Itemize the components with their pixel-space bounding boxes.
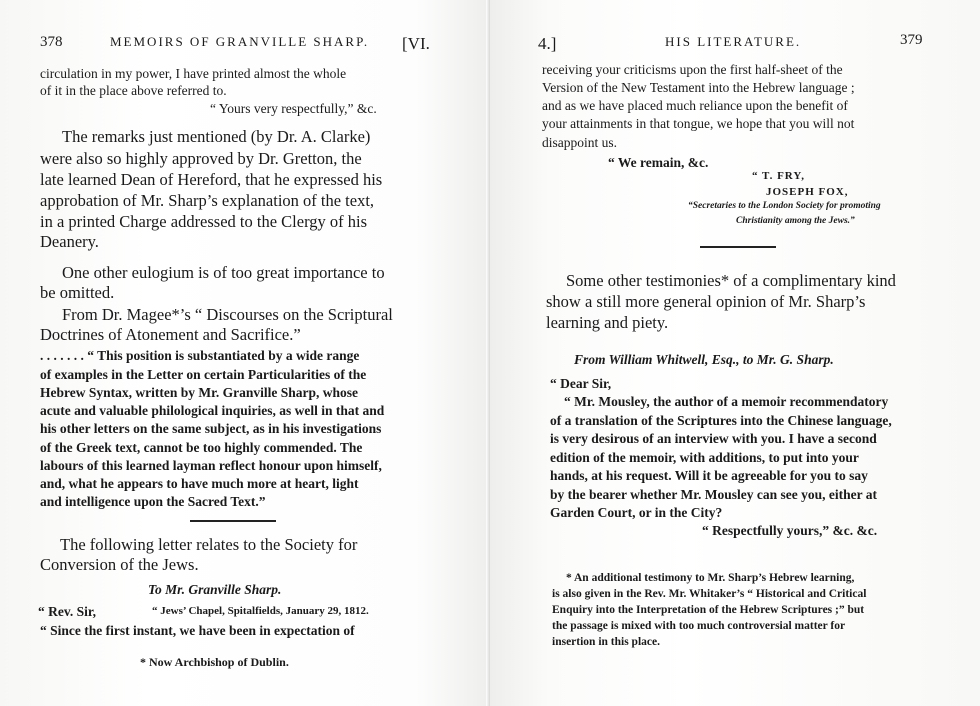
text-line: Version of the New Testament into the Hebrew language ; xyxy=(542,80,855,95)
letter-dateline: “ Jews’ Chapel, Spitalfields, January 29, 1812. xyxy=(152,605,369,617)
text-line: From Dr. Magee*’s “ Discourses on the Scriptural xyxy=(62,305,393,324)
text-line: Deanery. xyxy=(40,232,99,251)
text-line: be omitted. xyxy=(40,283,115,302)
signature: “ T. FRY, xyxy=(752,170,806,182)
signature-title: “Secretaries to the London Society for promoting xyxy=(688,201,881,211)
footnote-line: Enquiry into the Interpretation of the Hebrew Scriptures ;” but xyxy=(552,604,865,616)
text-line: your attainments in that tongue, we hope that you will not xyxy=(542,116,855,131)
text-line: and as we have placed much reliance upon the benefit of xyxy=(542,98,848,113)
salutation: “ Rev. Sir, xyxy=(38,604,97,619)
footnote: * Now Archbishop of Dublin. xyxy=(140,655,289,669)
right-section-marker: 4.] xyxy=(538,34,557,53)
text-line: Doctrines of Atonement and Sacrifice.” xyxy=(40,325,301,344)
text-line: of it in the place above referred to. xyxy=(40,83,227,98)
text-line: disappoint us. xyxy=(542,135,618,150)
text-line: Some other testimonies* of a complimentary kind xyxy=(566,271,896,290)
left-section-marker: [VI. xyxy=(402,34,430,53)
signature: JOSEPH FOX, xyxy=(766,186,849,198)
text-line: late learned Dean of Hereford, that he expressed his xyxy=(40,170,383,189)
quote-line: his other letters on the same subject, as in his investigations xyxy=(40,421,382,436)
text-line: The remarks just mentioned (by Dr. A. Clarke) xyxy=(62,127,371,146)
text-line: show a still more general opinion of Mr. Sharp’s xyxy=(546,292,866,311)
text-line: Conversion of the Jews. xyxy=(40,555,199,574)
text-line: “ Respectfully yours,” &c. &c. xyxy=(702,523,878,538)
text-line: by the bearer whether Mr. Mousley can see you, either at xyxy=(550,487,877,502)
section-divider xyxy=(700,246,776,248)
section-divider xyxy=(190,520,276,522)
quote-line: Hebrew Syntax, written by Mr. Granville Sharp, whose xyxy=(40,385,359,400)
right-page xyxy=(490,0,980,706)
letter-heading: To Mr. Granville Sharp. xyxy=(148,582,282,597)
text-line: “ We remain, &c. xyxy=(608,155,709,170)
text-line: in a printed Charge addressed to the Clergy of his xyxy=(40,212,368,231)
text-line: “ Mr. Mousley, the author of a memoir recommendatory xyxy=(564,394,889,409)
left-page-number: 378 xyxy=(40,34,63,50)
text-line: receiving your criticisms upon the first half-sheet of the xyxy=(542,62,843,77)
left-running-title: MEMOIRS OF GRANVILLE SHARP. xyxy=(110,34,370,49)
text-line: circulation in my power, I have printed almost the whole xyxy=(40,66,347,81)
quote-line: . . . . . . . “ This position is substantiated by a wide range xyxy=(40,348,360,363)
footnote-line: is also given in the Rev. Mr. Whitaker’s “ Historical and Critical xyxy=(552,588,867,600)
footnote-line: insertion in this place. xyxy=(552,636,660,648)
text-line: approbation of Mr. Sharp’s explanation of the text, xyxy=(40,191,375,210)
letter-heading: From William Whitwell, Esq., to Mr. G. Sharp. xyxy=(574,352,834,367)
quote-line: labours of this learned layman reflect honour upon himself, xyxy=(40,458,382,473)
text-line: hands, at his request. Will it be agreeable for you to say xyxy=(550,468,868,483)
text-line: were also so highly approved by Dr. Gretton, the xyxy=(40,149,362,168)
text-line: of a translation of the Scriptures into the Chinese language, xyxy=(550,413,892,428)
quote-line: of the Greek text, cannot be too highly commended. The xyxy=(40,440,363,455)
text-line: edition of the memoir, with additions, to put into your xyxy=(550,450,859,465)
quote-line: and, what he appears to have much more at heart, light xyxy=(40,476,359,491)
right-running-title: HIS LITERATURE. xyxy=(665,34,802,49)
salutation: “ Dear Sir, xyxy=(550,376,612,391)
footnote-line: the passage is mixed with too much controversial matter for xyxy=(552,620,846,632)
text-line: The following letter relates to the Society for xyxy=(60,535,358,554)
text-line: learning and piety. xyxy=(546,313,669,332)
quote-line: of examples in the Letter on certain Particularities of the xyxy=(40,367,367,382)
right-page-number: 379 xyxy=(900,32,923,48)
footnote-line: * An additional testimony to Mr. Sharp’s Hebrew learning, xyxy=(566,572,855,584)
text-line: “ Yours very respectfully,” &c. xyxy=(210,101,377,116)
text-line: is very desirous of an interview with you. I have a second xyxy=(550,431,877,446)
text-line: Garden Court, or in the City? xyxy=(550,505,723,520)
signature-title: Christianity among the Jews.” xyxy=(736,216,855,226)
quote-line: and intelligence upon the Sacred Text.” xyxy=(40,494,266,509)
text-line: “ Since the first instant, we have been in expectation of xyxy=(40,623,355,638)
text-line: One other eulogium is of too great importance to xyxy=(62,263,385,282)
quote-line: acute and valuable philological inquiries, as well in that and xyxy=(40,403,385,418)
